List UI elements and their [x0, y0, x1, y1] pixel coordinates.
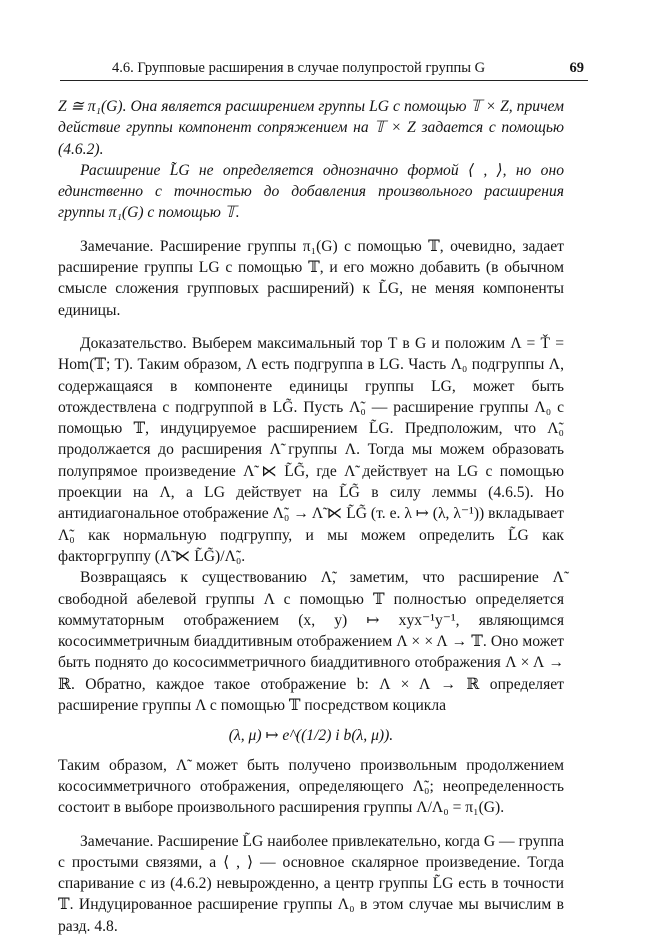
paragraph-remark-1: Замечание. Расширение группы π₁(G) с помощью 𝕋, очевидно, задает расширение группы LG с помощью 𝕋, и его можно добавить (в обычном смысле сложения групповых расширений) к L̃G, не меняя компоненты единицы.: [58, 237, 564, 319]
paragraph-proof: Доказательство. Выберем максимальный тор T в G и положим Λ = Ť = Hom(𝕋; T). Таким образом, Λ есть подгруппа в LG. Часть Λ₀ подгруппы Λ, содержащаяся в компоненте единицы группы LG, может быть отождествлена с подгруппой в LG̃. Пусть Λ̃₀ — расширение группы Λ₀ с помощью 𝕋, индуцируемое расширением L̃G. Предположим, что Λ̃₀ продолжается до расширения Λ̃ группы Λ. Тогда мы можем образовать полупрямое произведение Λ̃ ⋉ L̃G̃, где Λ̃ действует на LG с помощью проекции на Λ, а LG действует на L̃G̃ в силу леммы (4.6.5). Но антидиагональное отображение Λ̃₀ → Λ̃ ⋉ L̃G̃ (т. е. λ ↦ (λ, λ⁻¹)) вкладывает Λ̃₀ как нормальную подгруппу, и мы можем определить L̃G как факторгруппу (Λ̃ ⋉ L̃G̃)/Λ̃₀.: [58, 334, 564, 565]
paragraph-theorem-uniqueness: Расширение L̃G не определяется однозначно формой ⟨ , ⟩, но оно единственно с точностью до добавления произвольного расширения группы π₁(G) с помощью 𝕋.: [58, 161, 564, 222]
cocycle-formula: (λ, μ) ↦ e^((1/2) i b(λ, μ)).: [228, 727, 394, 745]
header-title: 4.6. Групповые расширения в случае полупростой группы G: [112, 60, 486, 76]
paragraph-existence: Возвращаясь к существованию Λ̃, заметим, что расширение Λ̃ свободной абелевой группы Λ с помощью 𝕋 полностью определяется коммутаторным отображением (x, y) ↦ xyx⁻¹y⁻¹, являющимся кососимметричным биаддитивным отображением Λ × × Λ → 𝕋. Оно может быть поднято до кососимметричного биаддитивного отображения Λ × Λ → ℝ. Обратно, каждое такое отображение b: Λ × Λ → ℝ определяет расширение группы Λ с помощью 𝕋 посредством коцикла: [58, 569, 564, 715]
page-number: 69: [569, 60, 584, 76]
page-body: [58, 96, 564, 937]
paragraph-remark-2: Замечание. Расширение L̃G наиболее привлекательно, когда G — группа с простыми связями, а ⟨ , ⟩ — основное скалярное произведение. Тогда спаривание c из (4.6.2) невырожденно, а центр группы L̃G есть в точности 𝕋. Индуцированное расширение группы Λ₀ в этом случае мы вычислим в разд. 4.8.: [58, 832, 564, 935]
running-header: [60, 58, 588, 81]
paragraph-conclusion: Таким образом, Λ̃ может быть получено произвольным продолжением кососимметричного отображения, определяющего Λ̃₀; неопределенность состоит в выборе произвольного расширения группы Λ/Λ₀ = π₁(G).: [58, 756, 564, 817]
paragraph-theorem-end: Z ≅ π₁(G). Она является расширением группы LG с помощью 𝕋 × Z, причем действие группы компонент сопряжением на 𝕋 × Z задается с помощью (4.6.2).: [58, 98, 564, 158]
